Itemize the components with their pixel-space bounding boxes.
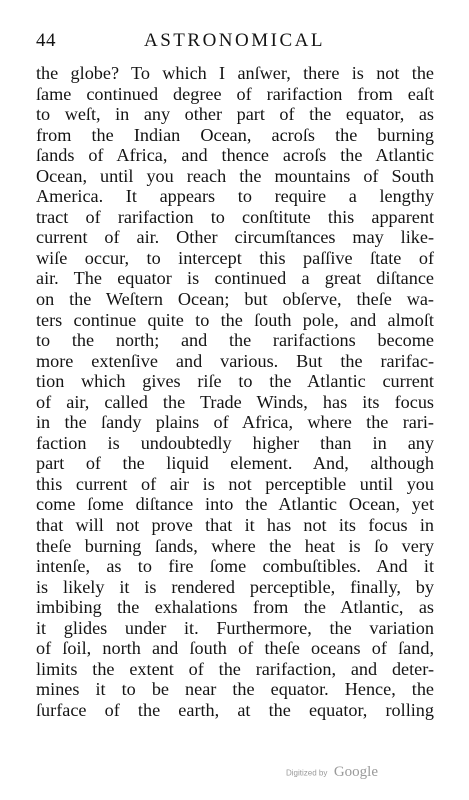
text-line: wiſe occur, to intercept this paſſive ſtate of <box>36 247 434 268</box>
text-line: Ocean, until you reach the mountains of South <box>36 165 434 186</box>
text-line: on the Weſtern Ocean; but obſerve, theſe wa- <box>36 289 434 310</box>
text-line: this current of air is not perceptible until you <box>36 473 434 494</box>
text-line: mines it to be near the equator. Hence, the <box>36 679 434 700</box>
text-line: to the north; and the rarifactions become <box>36 330 434 351</box>
text-line: ters continue quite to the ſouth pole, and almoſt <box>36 309 434 330</box>
text-line: of air, called the Trade Winds, has its focus <box>36 391 434 412</box>
text-line: America. It appears to require a lengthy <box>36 186 434 207</box>
text-line: of ſoil, north and ſouth of theſe oceans of ſand, <box>36 638 434 659</box>
body-text <box>36 63 434 721</box>
text-line: ſands of Africa, and thence acroſs the Atlantic <box>36 145 434 166</box>
text-line: air. The equator is continued a great diſtance <box>36 268 434 289</box>
text-line: tract of rarifaction to conſtitute this apparent <box>36 206 434 227</box>
text-line: that will not prove that it has not its focus in <box>36 515 434 536</box>
text-line: ſame continued degree of rarifaction from eaſt <box>36 83 434 104</box>
digitized-watermark <box>286 764 378 782</box>
text-line: the globe? To which I anſwer, there is not the <box>36 63 434 83</box>
page-header <box>36 30 436 54</box>
text-line: current of air. Other circumſtances may like- <box>36 227 434 248</box>
text-line: it glides under it. Furthermore, the variation <box>36 617 434 638</box>
text-line: from the Indian Ocean, acroſs the burning <box>36 124 434 145</box>
running-head: ASTRONOMICAL <box>144 30 325 51</box>
text-line: ſurface of the earth, at the equator, rolling <box>36 699 434 720</box>
text-line: part of the liquid element. And, although <box>36 453 434 474</box>
text-line: tion which gives riſe to the Atlantic current <box>36 371 434 392</box>
text-line: intenſe, as to fire ſome combuſtibles. And it <box>36 556 434 577</box>
text-line: more extenſive and various. But the rarifac- <box>36 350 434 371</box>
digitized-label: Digitized by <box>286 768 328 778</box>
text-line: come ſome diſtance into the Atlantic Ocean, yet <box>36 494 434 515</box>
text-line: imbibing the exhalations from the Atlantic, as <box>36 597 434 618</box>
google-logo-text: Google <box>333 764 378 781</box>
page-number: 44 <box>36 30 56 51</box>
text-line: theſe burning ſands, where the heat is ſo very <box>36 535 434 556</box>
text-line: limits the extent of the rarifaction, and deter- <box>36 658 434 679</box>
text-line: to weſt, in any other part of the equator, as <box>36 104 434 125</box>
text-line: in the ſandy plains of Africa, where the rari- <box>36 412 434 433</box>
text-line: is likely it is rendered perceptible, finally, by <box>36 576 434 597</box>
text-line: faction is undoubtedly higher than in any <box>36 432 434 453</box>
